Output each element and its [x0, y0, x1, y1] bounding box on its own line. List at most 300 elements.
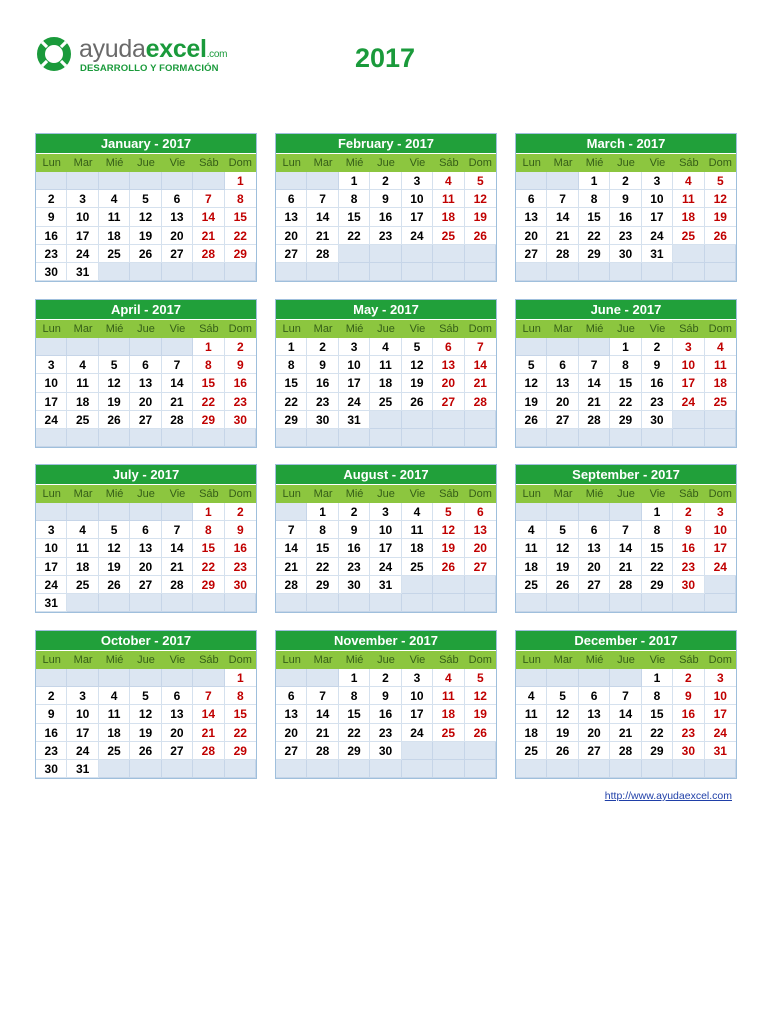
day-cell: 19: [705, 208, 736, 226]
day-cell: 19: [130, 724, 161, 742]
empty-day-cell: [339, 760, 370, 778]
day-cell: 15: [339, 208, 370, 226]
calendar-year-title: 2017: [354, 43, 416, 73]
empty-day-cell: [99, 594, 130, 612]
day-cell: 17: [402, 705, 433, 723]
day-cell: 30: [225, 576, 256, 594]
weekday-header-row: [276, 651, 496, 669]
empty-day-cell: [276, 263, 307, 281]
day-cell: 20: [465, 539, 496, 557]
day-cell: 10: [642, 190, 673, 208]
weekday-label: Dom: [228, 157, 252, 169]
empty-day-cell: [547, 172, 578, 190]
day-cell: 21: [276, 558, 307, 576]
day-cell: 6: [465, 503, 496, 521]
day-cell: 23: [307, 393, 338, 411]
weekday-label: Sáb: [439, 654, 459, 666]
day-cell: 7: [610, 521, 641, 539]
day-cell: 1: [339, 669, 370, 687]
weekday-label: Sáb: [439, 157, 459, 169]
empty-day-cell: [370, 245, 401, 263]
day-cell: 28: [162, 411, 193, 429]
day-cell: 31: [370, 576, 401, 594]
month-calendar: [35, 630, 257, 779]
weekday-label: Jue: [377, 488, 395, 500]
day-cell: 20: [130, 558, 161, 576]
day-cell: 2: [642, 338, 673, 356]
weekday-label: Mié: [585, 488, 604, 500]
day-cell: 26: [130, 742, 161, 760]
month-calendar: [35, 299, 257, 448]
month-title: August - 2017: [276, 465, 496, 485]
day-cell: 1: [339, 172, 370, 190]
weekday-label: Sáb: [679, 654, 699, 666]
day-cell: 12: [465, 190, 496, 208]
day-cell: 2: [370, 669, 401, 687]
day-cell: 19: [402, 374, 433, 392]
day-grid: [36, 669, 256, 778]
day-cell: 2: [36, 687, 67, 705]
weekday-label: Mié: [345, 323, 364, 335]
day-cell: 19: [433, 539, 464, 557]
day-cell: 14: [162, 374, 193, 392]
empty-day-cell: [307, 594, 338, 612]
day-cell: 8: [642, 521, 673, 539]
day-cell: 4: [99, 687, 130, 705]
day-cell: 22: [642, 724, 673, 742]
day-cell: 12: [99, 539, 130, 557]
day-cell: 1: [642, 503, 673, 521]
day-cell: 15: [307, 539, 338, 557]
empty-day-cell: [465, 429, 496, 447]
month-title: March - 2017: [516, 134, 736, 154]
day-cell: 11: [67, 374, 98, 392]
empty-day-cell: [433, 245, 464, 263]
day-cell: 4: [402, 503, 433, 521]
empty-day-cell: [276, 594, 307, 612]
day-cell: 25: [67, 576, 98, 594]
day-cell: 24: [370, 558, 401, 576]
day-cell: 16: [36, 724, 67, 742]
empty-day-cell: [193, 263, 224, 281]
day-cell: 30: [370, 742, 401, 760]
empty-day-cell: [705, 429, 736, 447]
day-cell: 14: [465, 356, 496, 374]
day-cell: 11: [67, 539, 98, 557]
day-cell: 13: [579, 539, 610, 557]
day-cell: 12: [465, 687, 496, 705]
day-cell: 9: [225, 521, 256, 539]
weekday-label: Mié: [105, 654, 124, 666]
day-cell: 6: [276, 190, 307, 208]
logo-wordmark-bold: excel: [145, 35, 207, 63]
day-cell: 26: [547, 742, 578, 760]
weekday-label: Mar: [313, 488, 333, 500]
day-cell: 6: [579, 687, 610, 705]
day-cell: 6: [162, 687, 193, 705]
day-cell: 1: [579, 172, 610, 190]
website-link[interactable]: http://www.ayudaexcel.com: [604, 790, 732, 802]
empty-day-cell: [130, 760, 161, 778]
month-title: April - 2017: [36, 300, 256, 320]
day-cell: 11: [99, 705, 130, 723]
day-cell: 23: [225, 393, 256, 411]
day-cell: 12: [130, 208, 161, 226]
day-cell: 20: [516, 227, 547, 245]
day-cell: 8: [339, 190, 370, 208]
empty-day-cell: [673, 245, 704, 263]
weekday-label: Lun: [42, 157, 61, 169]
weekday-label: Jue: [617, 157, 635, 169]
day-cell: 18: [433, 705, 464, 723]
empty-day-cell: [465, 576, 496, 594]
day-cell: 9: [225, 356, 256, 374]
day-cell: 6: [130, 521, 161, 539]
day-cell: 3: [370, 503, 401, 521]
day-cell: 25: [433, 724, 464, 742]
day-cell: 11: [516, 539, 547, 557]
weekday-label: Lun: [42, 488, 61, 500]
month-title: February - 2017: [276, 134, 496, 154]
empty-day-cell: [67, 503, 98, 521]
day-cell: 29: [579, 245, 610, 263]
day-cell: 5: [705, 172, 736, 190]
day-cell: 17: [339, 374, 370, 392]
day-cell: 6: [516, 190, 547, 208]
month-title: January - 2017: [36, 134, 256, 154]
weekday-label: Jue: [617, 654, 635, 666]
day-cell: 17: [402, 208, 433, 226]
day-cell: 28: [162, 576, 193, 594]
day-cell: 9: [673, 521, 704, 539]
day-cell: 4: [370, 338, 401, 356]
day-cell: 14: [610, 705, 641, 723]
day-cell: 21: [610, 724, 641, 742]
empty-day-cell: [276, 760, 307, 778]
day-cell: 24: [705, 558, 736, 576]
empty-day-cell: [610, 503, 641, 521]
empty-day-cell: [705, 245, 736, 263]
day-cell: 23: [339, 558, 370, 576]
weekday-label: Sáb: [439, 323, 459, 335]
weekday-header-row: [36, 651, 256, 669]
empty-day-cell: [36, 172, 67, 190]
logo-tagline: DESARROLLO Y FORMACIÓN: [80, 63, 219, 74]
day-cell: 2: [673, 669, 704, 687]
day-cell: 25: [99, 742, 130, 760]
day-cell: 15: [579, 208, 610, 226]
day-cell: 14: [162, 539, 193, 557]
empty-day-cell: [705, 576, 736, 594]
day-cell: 3: [402, 669, 433, 687]
day-cell: 31: [705, 742, 736, 760]
day-cell: 13: [516, 208, 547, 226]
day-cell: 4: [516, 687, 547, 705]
day-cell: 5: [402, 338, 433, 356]
empty-day-cell: [705, 263, 736, 281]
empty-day-cell: [516, 338, 547, 356]
empty-day-cell: [402, 263, 433, 281]
day-cell: 30: [339, 576, 370, 594]
day-cell: 17: [642, 208, 673, 226]
day-cell: 17: [705, 705, 736, 723]
empty-day-cell: [276, 429, 307, 447]
day-cell: 13: [276, 705, 307, 723]
weekday-label: Mar: [73, 488, 93, 500]
day-cell: 10: [67, 208, 98, 226]
day-cell: 22: [610, 393, 641, 411]
day-cell: 30: [642, 411, 673, 429]
day-cell: 9: [36, 705, 67, 723]
empty-day-cell: [673, 760, 704, 778]
day-cell: 12: [433, 521, 464, 539]
empty-day-cell: [705, 411, 736, 429]
weekday-label: Jue: [377, 323, 395, 335]
empty-day-cell: [610, 594, 641, 612]
empty-day-cell: [705, 760, 736, 778]
empty-day-cell: [339, 594, 370, 612]
weekday-label: Lun: [522, 157, 541, 169]
day-cell: 18: [67, 558, 98, 576]
weekday-label: Mié: [105, 488, 124, 500]
weekday-header-row: [36, 154, 256, 172]
empty-day-cell: [433, 263, 464, 281]
day-cell: 26: [130, 245, 161, 263]
day-cell: 7: [307, 687, 338, 705]
weekday-header-row: [276, 154, 496, 172]
day-cell: 3: [339, 338, 370, 356]
weekday-header-row: [276, 320, 496, 338]
empty-day-cell: [465, 742, 496, 760]
day-cell: 11: [433, 687, 464, 705]
weekday-label: Lun: [282, 488, 301, 500]
day-cell: 11: [99, 208, 130, 226]
weekday-label: Lun: [282, 157, 301, 169]
day-cell: 29: [193, 576, 224, 594]
day-cell: 17: [36, 558, 67, 576]
day-cell: 3: [67, 190, 98, 208]
day-cell: 28: [610, 576, 641, 594]
day-cell: 7: [610, 687, 641, 705]
day-cell: 16: [339, 539, 370, 557]
empty-day-cell: [193, 429, 224, 447]
day-cell: 25: [516, 742, 547, 760]
day-cell: 30: [307, 411, 338, 429]
day-cell: 7: [193, 687, 224, 705]
day-cell: 23: [673, 724, 704, 742]
day-cell: 29: [193, 411, 224, 429]
day-cell: 22: [225, 724, 256, 742]
empty-day-cell: [339, 263, 370, 281]
empty-day-cell: [673, 411, 704, 429]
day-cell: 21: [610, 558, 641, 576]
day-cell: 13: [162, 208, 193, 226]
month-calendar: [515, 299, 737, 448]
day-cell: 22: [339, 227, 370, 245]
empty-day-cell: [193, 172, 224, 190]
empty-day-cell: [307, 760, 338, 778]
day-cell: 20: [579, 558, 610, 576]
day-cell: 2: [36, 190, 67, 208]
day-cell: 31: [36, 594, 67, 612]
empty-day-cell: [402, 411, 433, 429]
empty-day-cell: [547, 594, 578, 612]
month-calendar: [35, 464, 257, 613]
day-cell: 10: [370, 521, 401, 539]
day-cell: 31: [642, 245, 673, 263]
day-cell: 1: [642, 669, 673, 687]
weekday-label: Dom: [468, 323, 492, 335]
day-cell: 28: [307, 245, 338, 263]
day-cell: 9: [642, 356, 673, 374]
day-cell: 26: [516, 411, 547, 429]
empty-day-cell: [579, 338, 610, 356]
day-grid: [276, 172, 496, 281]
lifebuoy-logo-icon: [36, 36, 72, 72]
day-cell: 20: [276, 724, 307, 742]
day-cell: 5: [547, 521, 578, 539]
day-cell: 28: [193, 742, 224, 760]
empty-day-cell: [99, 338, 130, 356]
empty-day-cell: [516, 594, 547, 612]
day-cell: 16: [307, 374, 338, 392]
empty-day-cell: [162, 172, 193, 190]
day-cell: 8: [225, 687, 256, 705]
empty-day-cell: [402, 760, 433, 778]
day-cell: 26: [547, 576, 578, 594]
day-cell: 15: [193, 374, 224, 392]
weekday-label: Dom: [228, 654, 252, 666]
day-cell: 3: [705, 503, 736, 521]
weekday-label: Lun: [42, 654, 61, 666]
empty-day-cell: [130, 429, 161, 447]
empty-day-cell: [370, 263, 401, 281]
day-cell: 23: [673, 558, 704, 576]
day-cell: 12: [130, 705, 161, 723]
weekday-label: Jue: [617, 488, 635, 500]
empty-day-cell: [465, 594, 496, 612]
day-cell: 19: [99, 393, 130, 411]
day-cell: 23: [370, 724, 401, 742]
day-cell: 16: [370, 705, 401, 723]
day-cell: 6: [276, 687, 307, 705]
empty-day-cell: [307, 429, 338, 447]
weekday-label: Mar: [553, 157, 573, 169]
day-cell: 22: [193, 393, 224, 411]
weekday-label: Vie: [649, 157, 666, 169]
day-cell: 20: [579, 724, 610, 742]
empty-day-cell: [673, 594, 704, 612]
empty-day-cell: [402, 576, 433, 594]
day-cell: 22: [307, 558, 338, 576]
empty-day-cell: [193, 669, 224, 687]
day-cell: 20: [162, 227, 193, 245]
empty-day-cell: [370, 429, 401, 447]
empty-day-cell: [642, 760, 673, 778]
day-cell: 12: [705, 190, 736, 208]
day-cell: 18: [99, 724, 130, 742]
day-cell: 23: [36, 742, 67, 760]
day-cell: 24: [339, 393, 370, 411]
empty-day-cell: [547, 263, 578, 281]
day-cell: 20: [433, 374, 464, 392]
day-cell: 27: [130, 411, 161, 429]
day-cell: 24: [402, 724, 433, 742]
empty-day-cell: [307, 263, 338, 281]
empty-day-cell: [99, 503, 130, 521]
day-cell: 27: [547, 411, 578, 429]
month-title: September - 2017: [516, 465, 736, 485]
day-cell: 13: [162, 705, 193, 723]
empty-day-cell: [402, 742, 433, 760]
day-cell: 21: [465, 374, 496, 392]
logo-wordmark-tld: .com: [206, 49, 228, 60]
day-cell: 2: [225, 338, 256, 356]
day-cell: 29: [642, 742, 673, 760]
day-cell: 19: [547, 558, 578, 576]
weekday-header-row: [516, 154, 736, 172]
day-cell: 7: [465, 338, 496, 356]
day-cell: 26: [705, 227, 736, 245]
day-cell: 2: [673, 503, 704, 521]
day-cell: 23: [642, 393, 673, 411]
day-cell: 21: [547, 227, 578, 245]
day-cell: 3: [67, 687, 98, 705]
weekday-header-row: [516, 320, 736, 338]
empty-day-cell: [465, 245, 496, 263]
weekday-label: Mié: [105, 323, 124, 335]
empty-day-cell: [402, 429, 433, 447]
empty-day-cell: [465, 760, 496, 778]
empty-day-cell: [276, 669, 307, 687]
day-cell: 17: [67, 227, 98, 245]
day-cell: 27: [516, 245, 547, 263]
day-cell: 14: [547, 208, 578, 226]
day-cell: 15: [193, 539, 224, 557]
weekday-header-row: [36, 320, 256, 338]
day-cell: 17: [370, 539, 401, 557]
weekday-label: Mar: [73, 323, 93, 335]
empty-day-cell: [579, 503, 610, 521]
day-cell: 27: [433, 393, 464, 411]
empty-day-cell: [130, 669, 161, 687]
day-cell: 12: [99, 374, 130, 392]
day-cell: 25: [705, 393, 736, 411]
empty-day-cell: [547, 760, 578, 778]
month-calendar: [275, 133, 497, 282]
day-cell: 31: [67, 760, 98, 778]
weekday-label: Jue: [137, 157, 155, 169]
day-cell: 26: [465, 724, 496, 742]
day-cell: 28: [579, 411, 610, 429]
day-cell: 22: [276, 393, 307, 411]
weekday-label: Lun: [282, 654, 301, 666]
weekday-label: Mié: [345, 157, 364, 169]
day-cell: 15: [642, 705, 673, 723]
weekday-label: Mié: [345, 488, 364, 500]
empty-day-cell: [610, 760, 641, 778]
day-cell: 21: [307, 724, 338, 742]
empty-day-cell: [162, 669, 193, 687]
weekday-label: Jue: [377, 654, 395, 666]
day-cell: 26: [465, 227, 496, 245]
empty-day-cell: [465, 263, 496, 281]
day-grid: [516, 503, 736, 612]
day-cell: 29: [642, 576, 673, 594]
empty-day-cell: [433, 576, 464, 594]
day-cell: 28: [307, 742, 338, 760]
day-cell: 11: [402, 521, 433, 539]
